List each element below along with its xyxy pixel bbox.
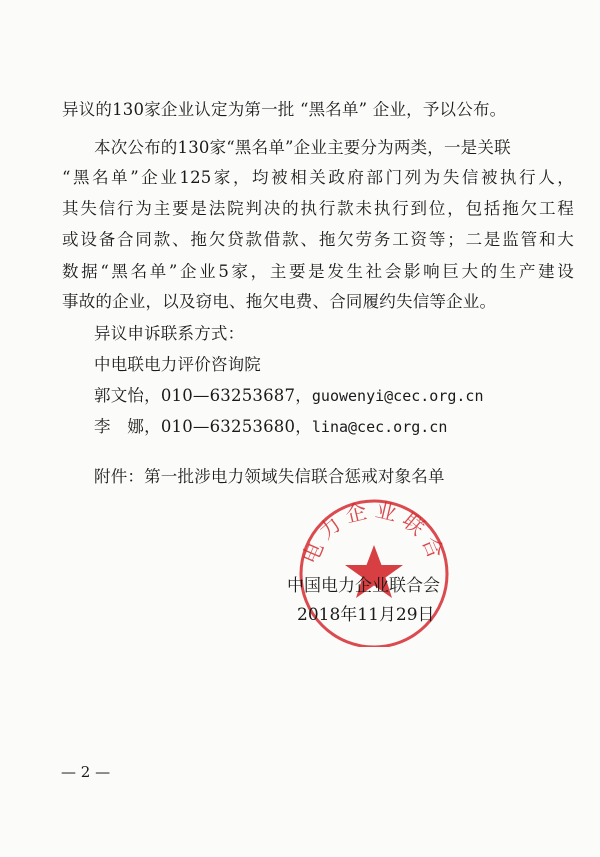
contact-name: 郭文怡， (94, 386, 161, 405)
contact-email: lina@cec.org.cn (311, 418, 448, 436)
seal-arc-text: 电力企业联合 (297, 497, 451, 568)
paragraph-line: 或设备合同款、拖欠贷款借款、拖欠劳务工资等；二是监管和大 (62, 230, 574, 249)
paragraph-line: 事故的企业，以及窃电、拖欠电费、合同履约失信等企业。 (62, 292, 497, 311)
page-number: — 2 — (61, 763, 111, 781)
attachment-label: 附件： (94, 467, 145, 486)
attachment-text: 第一批涉电力领域失信联合惩戒对象名单 (144, 467, 445, 486)
paragraph-line: 其失信行为主要是法院判决的执行款未执行到位，包括拖欠工程 (62, 199, 574, 218)
contact-org: 中电联电力评价咨询院 (94, 355, 261, 374)
signature-org: 中国电力企业联合会 (287, 576, 440, 596)
paragraph-line: 本次公布的130家“黑名单”企业主要分为两类，一是关联 (94, 138, 511, 157)
contact-person-2 (94, 417, 447, 437)
contact-heading: 异议申诉联系方式： (94, 324, 245, 343)
paragraph-line: 数据“黑名单”企业5家，主要是发生社会影响巨大的生产建设 (62, 262, 574, 281)
contact-name: 李 娜， (94, 417, 161, 436)
attachment-line (94, 467, 445, 487)
contact-phone: 010—63253680， (160, 417, 312, 436)
contact-email: guowenyi@cec.org.cn (311, 387, 484, 405)
contact-phone: 010—63253687， (160, 386, 312, 405)
signature-date: 2018年11月29日 (297, 605, 435, 625)
contact-person-1 (94, 386, 483, 406)
paragraph-line: 异议的130家企业认定为第一批 “黑名单” 企业，予以公布。 (62, 100, 507, 119)
paragraph-line: “黑名单”企业125家，均被相关政府部门列为失信被执行人， (62, 168, 574, 187)
